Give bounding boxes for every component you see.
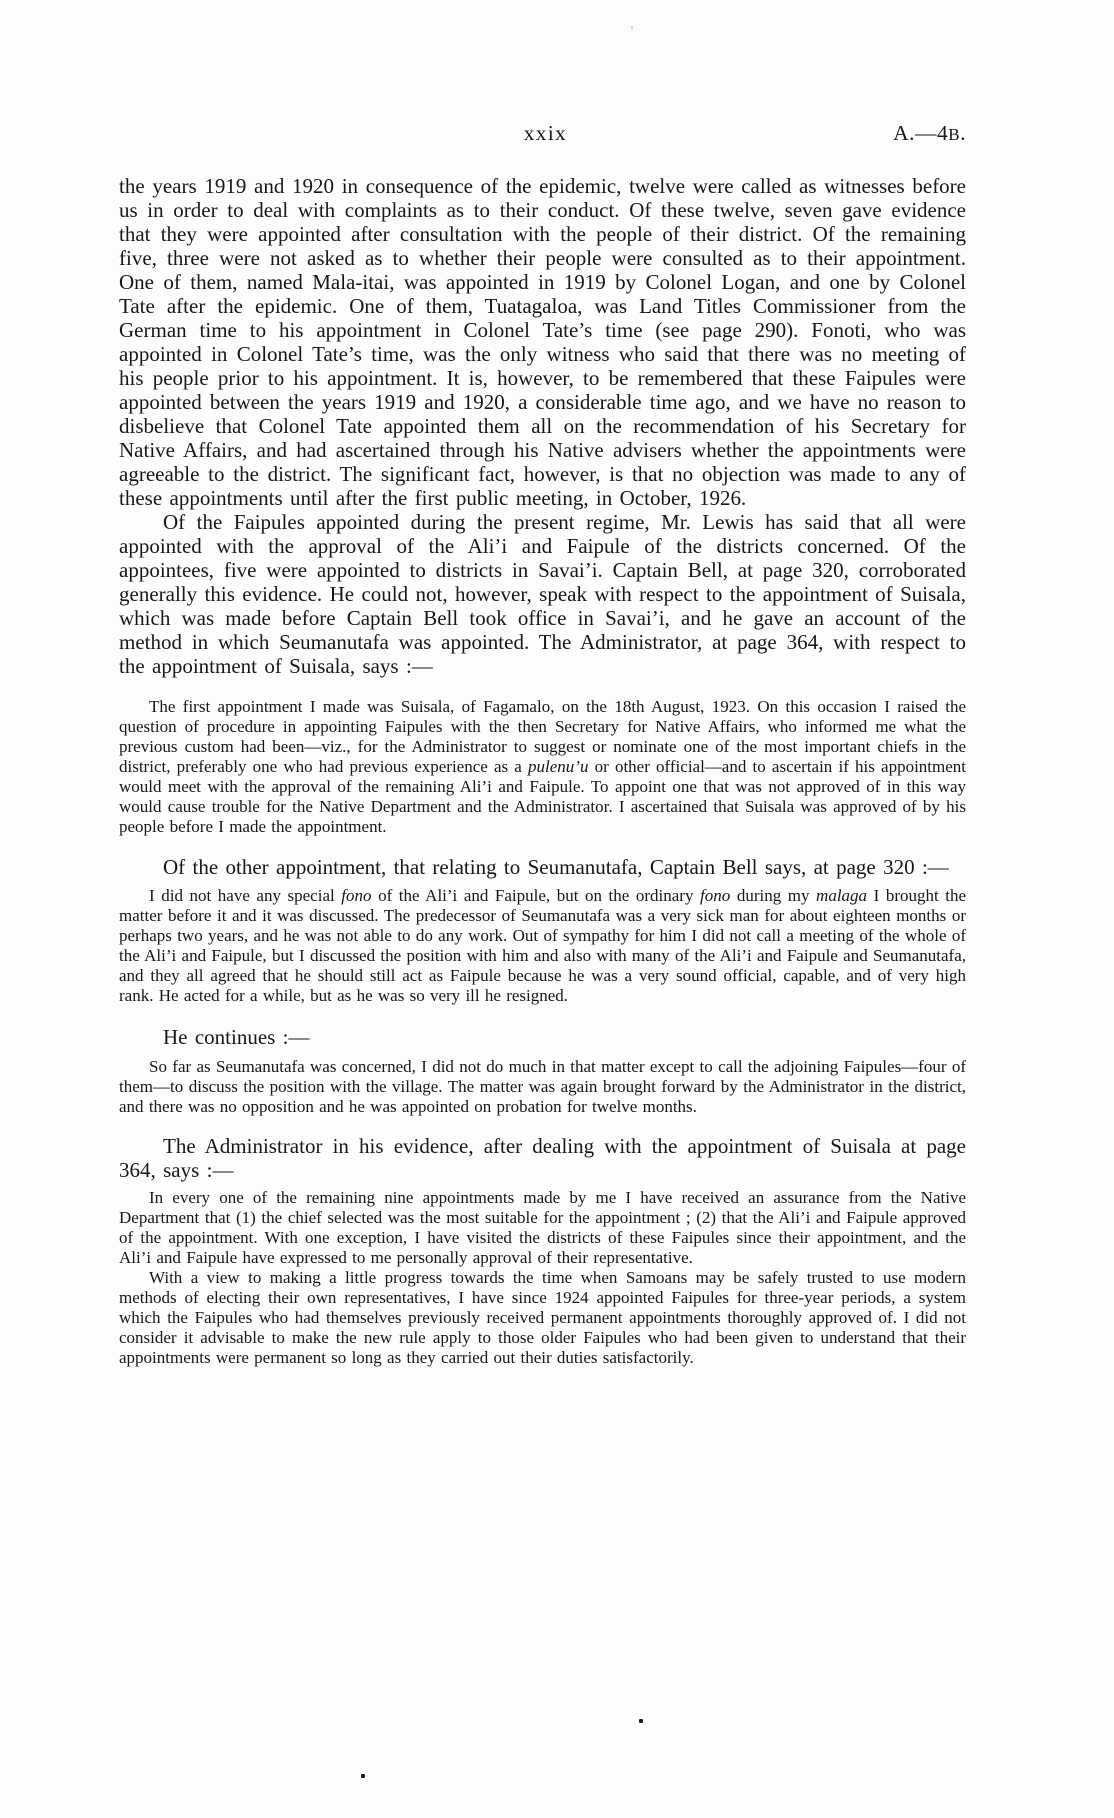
paragraph-faipules-present-regime	[119, 510, 966, 678]
text-run: The first appointment I made was Suisala, of Fagamalo, on the 18th August, 1923. On this occasion I raised the question of procedure in appointing Faipules with the then Secretary for Native Affairs, who informed me what the previous custom had been—viz., for the Administrator to suggest or nominate one of the most important chiefs in the district, preferably one who had previous experience as a	[119, 697, 966, 776]
italic-term: fono	[700, 886, 731, 905]
text-run: So far as Seumanutafa was concerned, I did not do much in that matter except to call the adjoining Faipules—four of them—to discuss the position with the village. The matter was again brought forward by the Administrator in the district, and there was no opposition and he was appointed on probation for twelve months.	[119, 1057, 966, 1116]
paragraph-epidemic-witnesses	[119, 174, 966, 510]
paragraph-other-appointment	[119, 855, 966, 879]
quote-bell-seumanutafa	[119, 886, 966, 1006]
text-run: Of the Faipules appointed during the present regime, Mr. Lewis has said that all were appointed with the approval of the Ali’i and Faipule of the districts concerned. Of the appointees, five were appointed to districts in Savai’i. Captain Bell, at page 320, corroborated generally this evidence. He could not, however, speak with respect to the appointment of Suisala, which was made before Captain Bell took office in Savai’i, and he gave an account of the method in which Seumanutafa was appointed. The Administrator, at page 364, with respect to the appointment of Suisala, says :—	[119, 510, 966, 678]
text-run: or other official—and to ascertain if his appointment would meet with the approval of the remaining Ali’i and Faipule. To appoint one that was not approved of in this way would cause trouble for the Native Department and the Administrator. I ascertained that Suisala was approved of by his people before I made the appointment.	[119, 757, 967, 836]
text-run: With a view to making a little progress towards the time when Samoans may be safely trusted to use modern methods of electing their own representatives, I have since 1924 appointed Faipules for three-year periods, a system which the Faipules who had themselves previously received permanent appointments thoroughly approved of. I did not consider it advisable to make the new rule apply to those older Faipules who had been given to understand that their appointments were permanent so long as they carried out their duties satisfactorily.	[119, 1268, 966, 1367]
italic-term: pulenu’u	[528, 757, 589, 776]
text-run: of the Ali’i and Faipule, but on the ordinary	[371, 886, 701, 905]
quote-administrator-suisala	[119, 697, 966, 837]
quote-administrator-appointments-2	[119, 1268, 966, 1368]
italic-term: fono	[341, 886, 372, 905]
paper-reference	[893, 121, 966, 146]
quote-bell-continues	[119, 1057, 966, 1117]
text-run: I did not have any special	[149, 886, 342, 905]
paper-reference-prefix: A.—4	[893, 121, 949, 145]
scan-speck	[639, 1719, 643, 1723]
paragraph-he-continues	[119, 1025, 966, 1049]
text-run: the years 1919 and 1920 in consequence of the epidemic, twelve were called as witnesses before us in order to deal with complaints as to their conduct. Of these twelve, seven gave evidence that they were appointed after consultation with the people of their district. Of the remaining five, three were not asked as to whether their people were consulted as to their appointment. One of them, named Mala-itai, was appointed in 1919 by Colonel Logan, and one by Colonel Tate after the epidemic. One of them, Tuatagaloa, was Land Titles Commissioner from the German time to his appointment in Colonel Tate’s time (see page 290). Fonoti, who was appointed in Colonel Tate’s time, was the only witness who said that there was no meeting of his people prior to his appointment. It is, however, to be remembered that these Faipules were appointed between the years 1919 and 1920, a considerable time ago, and we have no reason to disbelieve that Colonel Tate appointed them all on the recommendation of his Secretary for Native Affairs, and had ascertained through his Native advisers whether the appointments were agreeable to the district. The significant fact, however, is that no objection was made to any of these appointments until after the first public meeting, in October, 1926.	[119, 174, 966, 510]
scan-speck	[361, 1774, 365, 1778]
paper-reference-letter: B	[948, 125, 961, 144]
text-run: He continues :—	[163, 1025, 310, 1049]
scan-speck	[631, 26, 633, 29]
paper-reference-suffix: .	[960, 121, 966, 145]
document-body	[119, 174, 966, 1368]
text-run: I brought the matter before it and it was discussed. The predecessor of Seumanutafa was a very sick man for about eighteen months or perhaps two years, and he was not able to do any work. Out of sympathy for him I did not call a meeting of the whole of the Ali’i and Faipule, but I discussed the position with him and also with many of the Ali’i and Faipule and Seumanutafa, and they all agreed that he should still act as Faipule because he was a very sound official, capable, and of very high rank. He acted for a while, but as he was so very ill he resigned.	[119, 886, 967, 1005]
quote-administrator-appointments-1	[119, 1188, 966, 1268]
page-header	[119, 121, 966, 149]
paragraph-administrator-evidence	[119, 1134, 966, 1182]
text-run: In every one of the remaining nine appointments made by me I have received an assurance from the Native Department that (1) the chief selected was the most suitable for the appointment ; (2) that the Ali’i and Faipule approved of the appointment. With one exception, I have visited the districts of these Faipules since their appointment, and the Ali’i and Faipule have expressed to me personally approval of their representative.	[119, 1188, 966, 1267]
text-run: Of the other appointment, that relating to Seumanutafa, Captain Bell says, at page 320 :—	[163, 855, 949, 879]
page-number: xxix	[523, 121, 568, 145]
text-run: during my	[730, 886, 817, 905]
italic-term: malaga	[816, 886, 868, 905]
text-run: The Administrator in his evidence, after dealing with the appointment of Suisala at page 364, says :—	[119, 1134, 966, 1182]
